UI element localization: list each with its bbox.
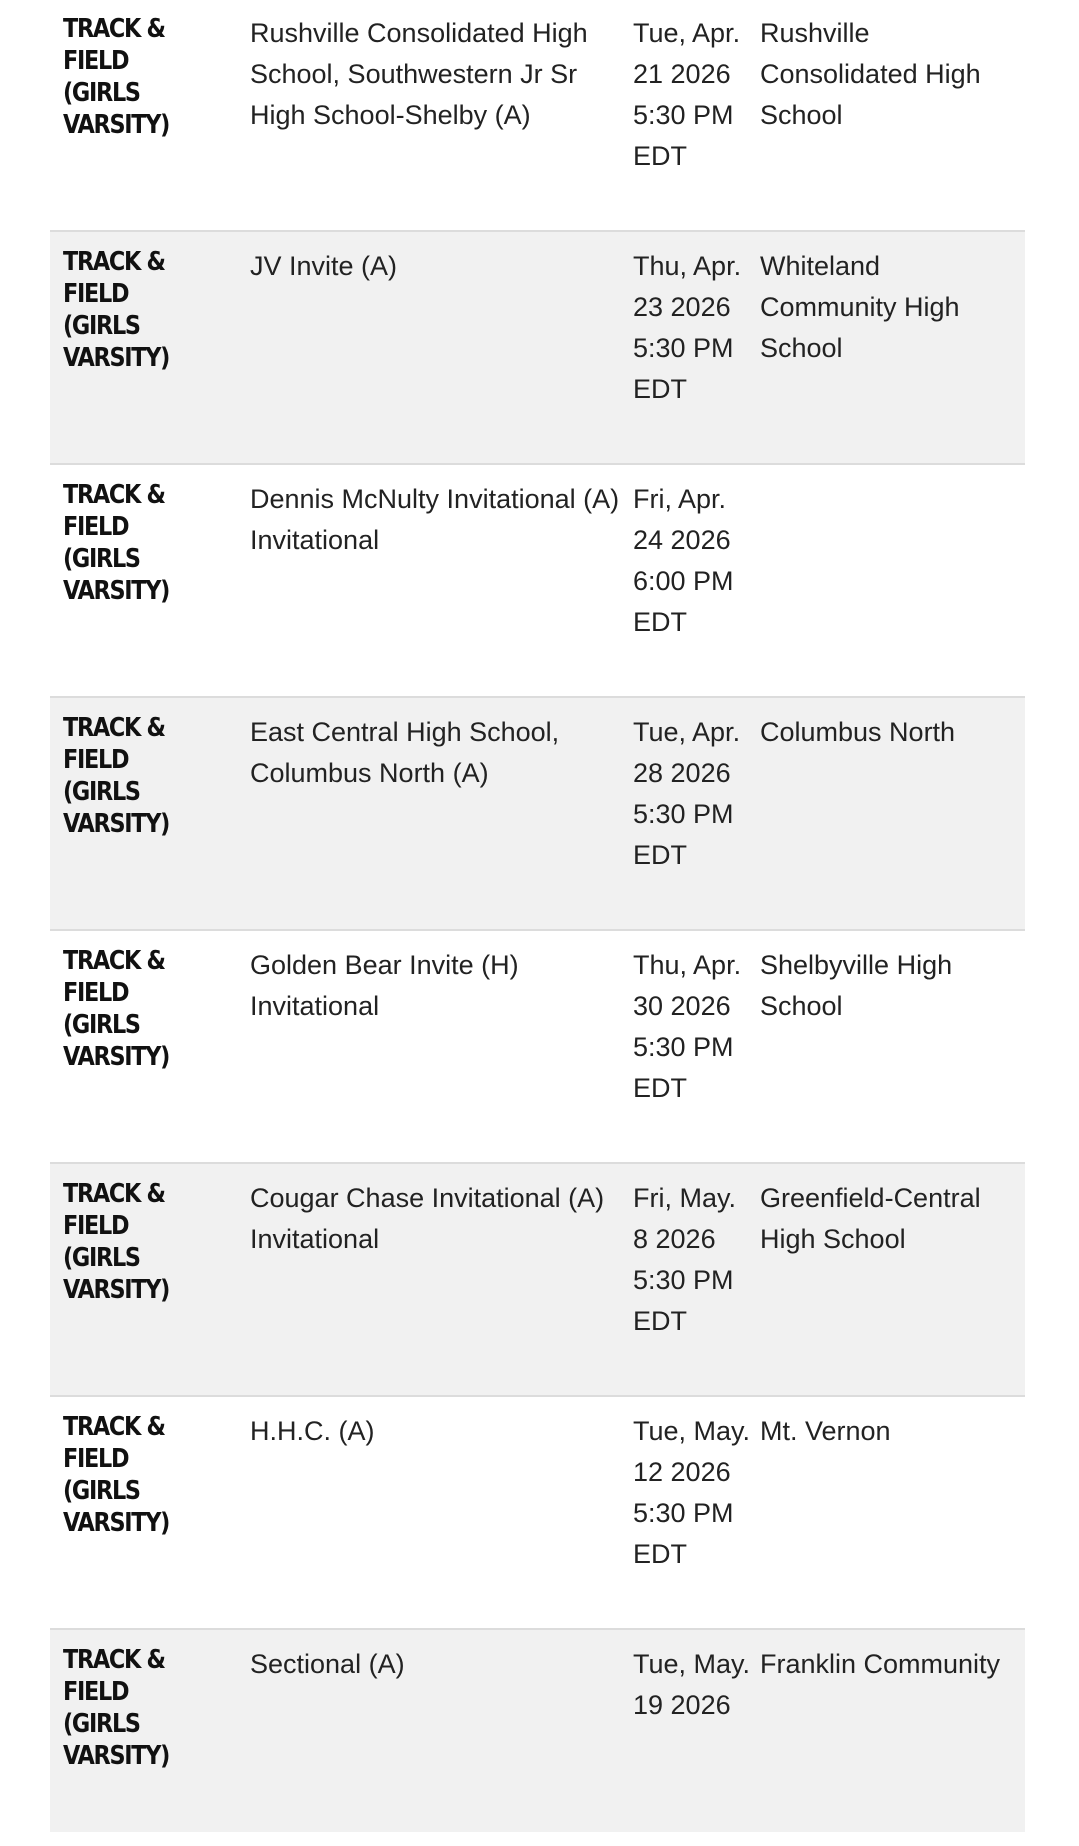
event-datetime: [633, 479, 751, 643]
event-title[interactable]: Dennis McNulty Invitational (A): [250, 484, 620, 514]
event-row[interactable]: [50, 0, 1025, 232]
event-time: 5:30 PM EDT: [633, 333, 734, 404]
event-cell[interactable]: [250, 1178, 620, 1260]
event-location: Mt. Vernon: [760, 1416, 891, 1446]
event-date: Tue, May. 19 2026: [633, 1649, 751, 1720]
event-datetime: [633, 13, 751, 177]
event-cell[interactable]: [250, 945, 620, 1027]
event-row[interactable]: [50, 232, 1025, 465]
event-location: Columbus North: [760, 717, 956, 747]
event-datetime: [633, 712, 751, 876]
event-cell[interactable]: [250, 479, 620, 561]
event-row[interactable]: [50, 465, 1025, 698]
event-cell[interactable]: [250, 1644, 620, 1685]
event-row[interactable]: [50, 1630, 1025, 1832]
event-location: Rushville Consolidated High School: [760, 18, 981, 130]
event-location: Greenfield-Central High School: [760, 1183, 981, 1254]
event-datetime: [633, 1644, 751, 1726]
event-title[interactable]: JV Invite (A): [250, 251, 398, 281]
event-date: Thu, Apr. 23 2026: [633, 251, 742, 322]
event-cell[interactable]: [250, 712, 620, 794]
event-time: 5:30 PM EDT: [633, 1032, 734, 1103]
event-row[interactable]: [50, 1397, 1025, 1630]
event-title[interactable]: H.H.C. (A): [250, 1416, 375, 1446]
event-datetime: [633, 1411, 751, 1575]
event-date: Tue, Apr. 28 2026: [633, 717, 741, 788]
event-time: 5:30 PM EDT: [633, 799, 734, 870]
event-date: Fri, May. 8 2026: [633, 1183, 736, 1254]
event-title[interactable]: Sectional (A): [250, 1649, 405, 1679]
event-type: Invitational: [250, 991, 380, 1021]
event-title[interactable]: Rushville Consolidated High School, Southwestern Jr Sr High School-Shelby (A): [250, 18, 588, 130]
event-row[interactable]: [50, 1164, 1025, 1397]
event-date: Tue, Apr. 21 2026: [633, 18, 741, 89]
event-cell[interactable]: [250, 246, 620, 287]
event-date: Fri, Apr. 24 2026: [633, 484, 731, 555]
event-datetime: [633, 1178, 751, 1342]
sport-label: TRACK & FIELD (GIRLS VARSITY): [63, 1645, 170, 1771]
event-location: Whiteland Community High School: [760, 251, 960, 363]
event-cell[interactable]: [250, 13, 620, 136]
sport-label: TRACK & FIELD (GIRLS VARSITY): [63, 1179, 170, 1305]
event-time: 6:00 PM EDT: [633, 566, 734, 637]
event-title[interactable]: Golden Bear Invite (H): [250, 950, 519, 980]
event-datetime: [633, 246, 751, 410]
event-time: 5:30 PM EDT: [633, 1498, 734, 1569]
event-title[interactable]: East Central High School, Columbus North (A): [250, 717, 560, 788]
event-datetime: [633, 945, 751, 1109]
sport-label: TRACK & FIELD (GIRLS VARSITY): [63, 247, 170, 373]
sport-label: TRACK & FIELD (GIRLS VARSITY): [63, 14, 170, 140]
event-type: Invitational: [250, 525, 380, 555]
event-row[interactable]: [50, 931, 1025, 1164]
event-date: Thu, Apr. 30 2026: [633, 950, 742, 1021]
sport-label: TRACK & FIELD (GIRLS VARSITY): [63, 946, 170, 1072]
event-title[interactable]: Cougar Chase Invitational (A): [250, 1183, 605, 1213]
event-time: 5:30 PM EDT: [633, 1265, 734, 1336]
schedule-table: [50, 0, 1025, 1832]
event-location: Shelbyville High School: [760, 950, 953, 1021]
event-type: Invitational: [250, 1224, 380, 1254]
event-cell[interactable]: [250, 1411, 620, 1452]
sport-label: TRACK & FIELD (GIRLS VARSITY): [63, 713, 170, 839]
event-date: Tue, May. 12 2026: [633, 1416, 751, 1487]
event-location: Franklin Community: [760, 1649, 1001, 1679]
sport-label: TRACK & FIELD (GIRLS VARSITY): [63, 1412, 170, 1538]
sport-label: TRACK & FIELD (GIRLS VARSITY): [63, 480, 170, 606]
event-time: 5:30 PM EDT: [633, 100, 734, 171]
event-row[interactable]: [50, 698, 1025, 931]
